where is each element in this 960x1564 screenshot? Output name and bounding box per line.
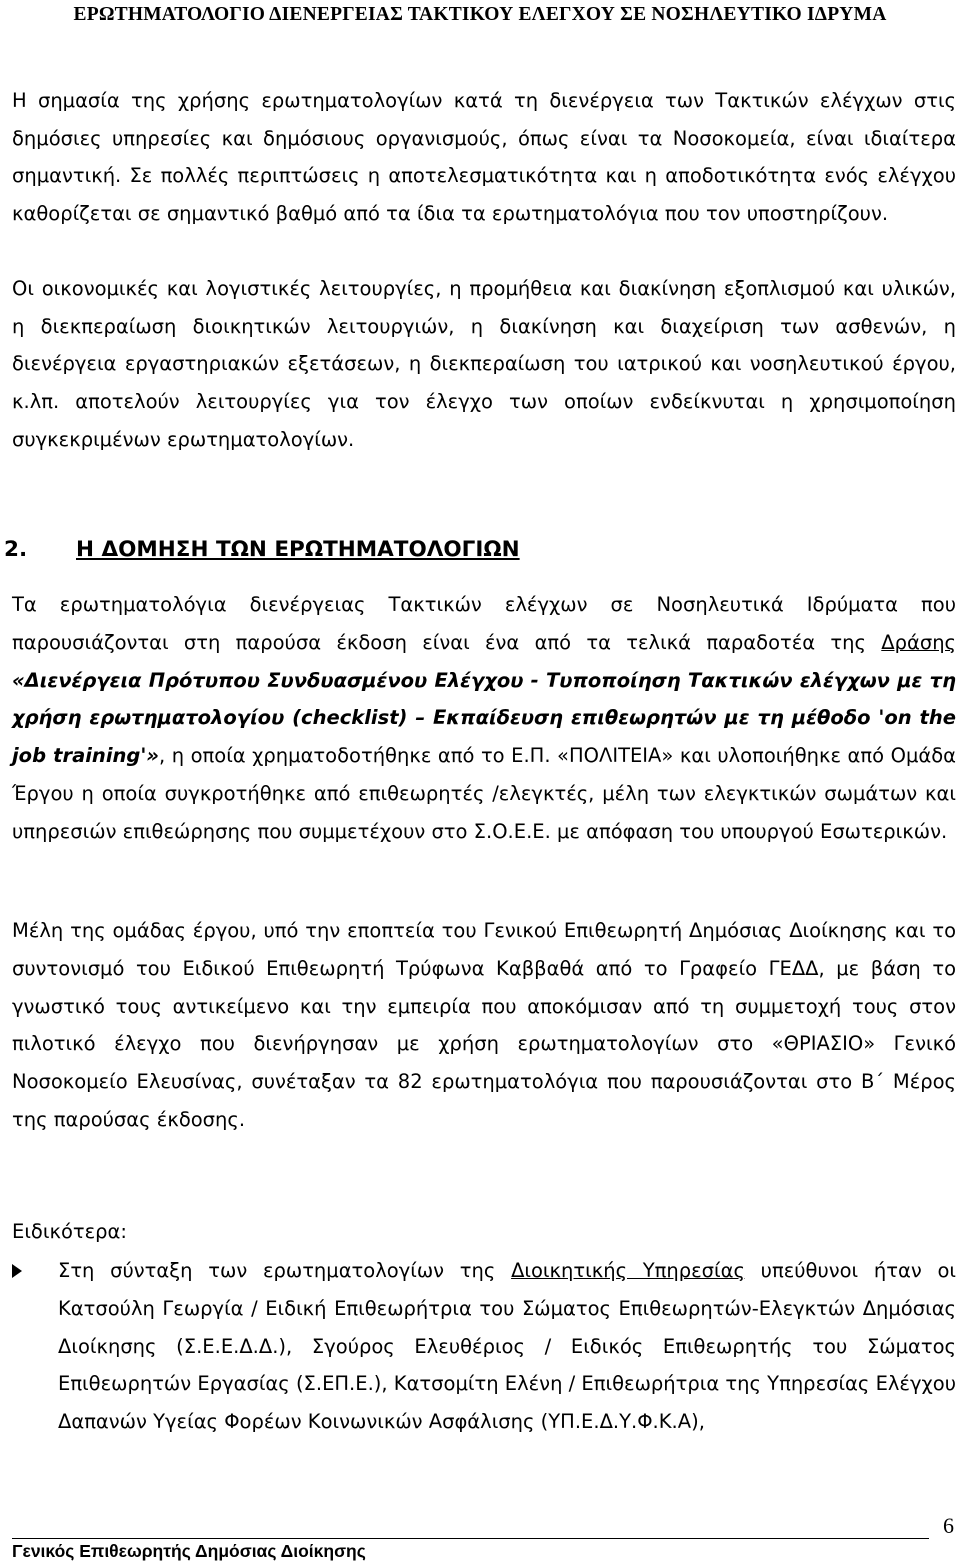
paragraph-structure (12, 586, 956, 851)
section-title: Η ΔΟΜΗΣΗ ΤΩΝ ΕΡΩΤΗΜΑΤΟΛΟΓΙΩΝ (76, 537, 520, 562)
paragraph-structure-rest: , η οποία χρηματοδοτήθηκε από το Ε.Π. «ΠΟΛΙΤΕΙΑ» και υλοποιήθηκε από Ομάδα Έργου η οποία συγκροτήθηκε από επιθεωρητές /ελεγκτές, μέλη των ελεγκτικών σωμάτων και υπηρεσιών επιθεώρησης που συμμετέχουν στο Σ.Ο.Ε.Ε. με απόφαση του υπουργού Εσωτερικών. (12, 744, 956, 843)
section-heading (4, 530, 520, 570)
page-number: 6 (943, 1513, 954, 1538)
action-name: Δράσης (881, 630, 956, 654)
paragraph-structure-intro: Τα ερωτηματολόγια διενέργειας Τακτικών ελέγχων σε Νοσηλευτικά Ιδρύματα που παρουσιάζονται στη παρούσα έκδοση είναι ένα από τα τελικά παραδοτέα της (12, 593, 956, 654)
section-number: 2. (4, 537, 28, 562)
specifically-label: Ειδικότερα: (12, 1220, 127, 1243)
service-name: Διοικητικής Υπηρεσίας (511, 1259, 745, 1282)
paragraph-importance: Η σημασία της χρήσης ερωτηματολογίων κατά τη διενέργεια των Τακτικών ελέγχων στις δημόσιες υπηρεσίες και δημόσιους οργανισμούς, όπως είναι τα Νοσοκομεία, είναι ιδιαίτερα σημαντική. Σε πολλές περιπτώσεις η αποτελεσματικότητα και η αποδοτικότητα ενός ελέγχου καθορίζεται σε σημαντικό βαθμό από τα ίδια τα ερωτηματολόγια που τον υποστηρίζουν. (12, 89, 956, 226)
page-header: ΕΡΩΤΗΜΑΤΟΛΟΓΙΟ ΔΙΕΝΕΡΓΕΙΑΣ ΤΑΚΤΙΚΟΥ ΕΛΕΓΧΟΥ ΣΕ ΝΟΣΗΛΕΥΤΙΚΟ ΙΔΡΥΜΑ (73, 4, 887, 25)
footer-text: Γενικός Επιθεωρητής Δημόσιας Διοίκησης (12, 1541, 366, 1561)
list-item-text (58, 1252, 956, 1441)
footer-divider (12, 1538, 929, 1539)
list-item-prefix: Στη σύνταξη των ερωτηματολογίων της (58, 1259, 512, 1282)
program-title: «Διενέργεια Πρότυπου Συνδυασμένου Ελέγχου - Τυποποίηση Τακτικών ελέγχων με τη χρήση ερωτηματολογίου (checklist) – Εκπαίδευση επιθεωρητών με τη μέθοδο 'on the job training'» (12, 668, 956, 768)
list-item (12, 1252, 956, 1441)
paragraph-team: Μέλη της ομάδας έργου, υπό την εποπτεία του Γενικού Επιθεωρητή Δημόσιας Διοίκησης και το συντονισμό του Ειδικού Επιθεωρητή Τρύφωνα Καββαθά από το Γραφείο ΓΕΔΔ, με βάση το γνωστικό τους αντικείμενο και την εμπειρία που αποκόμισαν από τη συμμετοχή τους στον πιλοτικό έλεγχο που διενήργησαν με χρήση ερωτηματολογίων στο «ΘΡΙΑΣΙΟ» Γενικό Νοσοκομείο Ελευσίνας, συνέταξαν τα 82 ερωτηματολόγια που παρουσιάζονται στο Β΄ Μέρος της παρούσας έκδοσης. (12, 919, 956, 1131)
list-item-suffix: υπεύθυνοι ήταν οι Κατσούλη Γεωργία / Ειδική Επιθεωρήτρια του Σώματος Επιθεωρητών-Ελεγκτών Δημόσιας Διοίκησης (Σ.Ε.Ε.Δ.Δ.), Σγούρος Ελευθέριος / Ειδικός Επιθεωρητής του Σώματος Επιθεωρητών Εργασίας (Σ.ΕΠ.Ε.), Κατσομίτη Ελένη / Επιθεωρήτρια της Υπηρεσίας Ελέγχου Δαπανών Υγείας Φορέων Κοινωνικών Ασφάλισης (ΥΠ.Ε.Δ.Υ.Φ.Κ.Α), (58, 1259, 956, 1434)
paragraph-functions: Οι οικονομικές και λογιστικές λειτουργίες, η προμήθεια και διακίνηση εξοπλισμού και υλικών, η διεκπεραίωση διοικητικών λειτουργιών, η διακίνηση και διαχείριση των ασθενών, η διενέργεια εργαστηριακών εξετάσεων, η διεκπεραίωση του ιατρικού και νοσηλευτικού έργου, κ.λπ. αποτελούν λειτουργίες για τον έλεγχο των οποίων ενδείκνυται η χρησιμοποίηση συγκεκριμένων ερωτηματολογίων. (12, 277, 956, 451)
arrow-bullet-icon (12, 1264, 22, 1278)
